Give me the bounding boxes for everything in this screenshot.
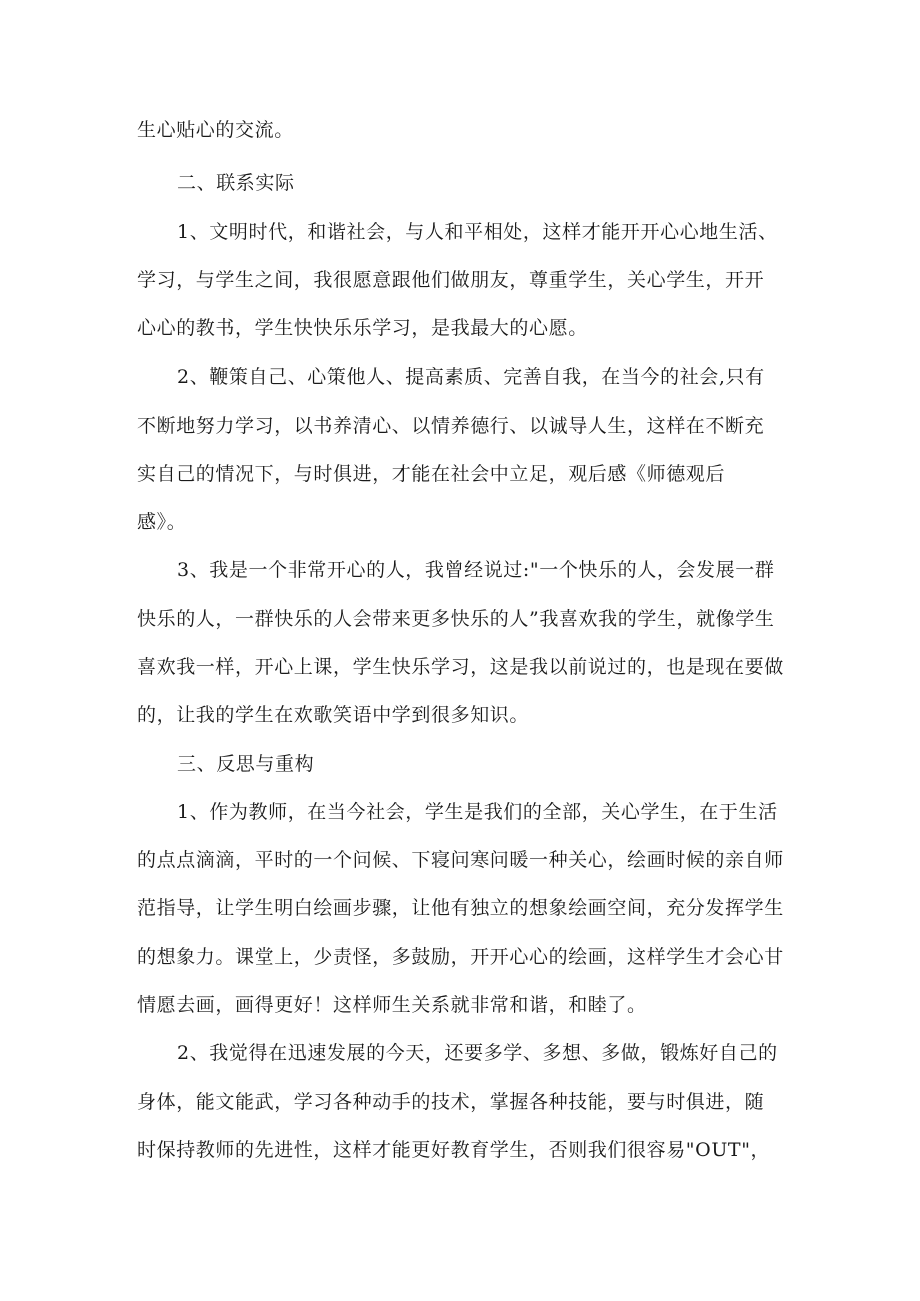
text-line: 范指导，让学生明白绘画步骤，让他有独立的想象绘画空间，充分发挥学生 xyxy=(137,897,784,919)
text-line: 的想象力。课堂上，少责怪，多鼓励，开开心心的绘画，这样学生才会心甘 xyxy=(137,946,784,968)
text-line: 2、鞭策自己、心策他人、提高素质、完善自我，在当今的社会,只有 xyxy=(177,366,765,388)
text-line: 学习，与学生之间，我很愿意跟他们做朋友，尊重学生，关心学生，开开 xyxy=(137,269,765,291)
text-line: 生心贴心的交流。 xyxy=(137,119,294,141)
text-line: 的，让我的学生在欢歌笑语中学到很多知识。 xyxy=(137,704,530,726)
text-line: 喜欢我一样，开心上课，学生快乐学习，这是我以前说过的，也是现在要做 xyxy=(137,656,784,678)
text-line: 3、我是一个非常开心的人，我曾经说过:"一个快乐的人，会发展一群 xyxy=(177,559,775,581)
text-line: 心心的教书，学生快快乐乐学习，是我最大的心愿。 xyxy=(137,317,588,339)
text-line: 的点点滴滴，平时的一个问候、下寝问寒问暖一种关心，绘画时候的亲自师 xyxy=(137,849,784,871)
text-line: 实自己的情况下，与时俱进，才能在社会中立足，观后感《师德观后 xyxy=(137,463,726,485)
text-line: 身体，能文能武，学习各种动手的技术，掌握各种技能，要与时俱进，随 xyxy=(137,1091,765,1113)
text-line: 快乐的人，一群快乐的人会带来更多快乐的人”我喜欢我的学生，就像学生 xyxy=(137,608,775,630)
text-line: 1、文明时代，和谐社会，与人和平相处，这样才能开开心心地生活、 xyxy=(177,221,778,243)
text-line: 时保持教师的先进性，这样才能更好教育学生，否则我们很容易"OUT"， xyxy=(137,1139,771,1161)
section-heading: 三、反思与重构 xyxy=(177,753,315,775)
text-line: 1、作为教师，在当今社会，学生是我们的全部，关心学生，在于生活 xyxy=(177,801,778,823)
text-line: 感》。 xyxy=(137,511,187,533)
text-line: 不断地努力学习，以书养清心、以情养德行、以诚导人生，这样在不断充 xyxy=(137,415,765,437)
text-line: 情愿去画，画得更好！这样师生关系就非常和谐，和睦了。 xyxy=(137,994,647,1016)
text-line: 2、我觉得在迅速发展的今天，还要多学、多想、多做，锻炼好自己的 xyxy=(177,1042,778,1064)
section-heading: 二、联系实际 xyxy=(177,172,295,194)
